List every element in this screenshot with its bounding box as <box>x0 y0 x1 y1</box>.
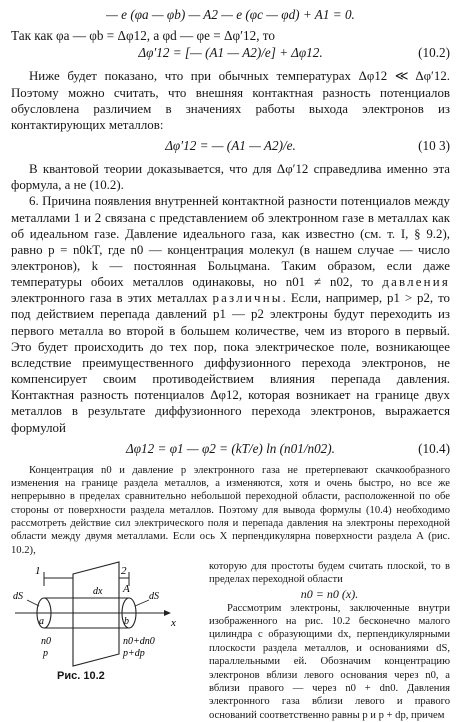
equation-top: — e (φa — φb) — A2 — e (φc — φd) + A1 = 0. <box>106 7 355 22</box>
label-a: a <box>39 616 44 628</box>
equation-number: (10.2) <box>418 45 450 61</box>
equation-10-4: Δφ12 = φ1 — φ2 = (kT/e) ln (n01/n02). (10.4) <box>126 440 450 456</box>
label-x: x <box>171 617 176 630</box>
paragraph-quantum: В квантовой теории доказывается, что для Δφ′12 справедлива именно эта формула, а не (10.2). <box>11 162 450 193</box>
cylinder-diagram <box>11 560 179 686</box>
label-dS-left: dS <box>13 591 23 603</box>
equation-number: (10.4) <box>418 440 450 456</box>
right-paragraph-2: Рассмотрим электроны, заключенные внутри изображенного на рис. 10.2 бесконечно малого цилиндра с образующими dx, перпендикулярными плоскости раздела металлов, и основаниями dS, параллельными ей. Обозначим концентрацию электронов вблизи левого основания через n0, а вблизи правого — через n0 + dn0. Давления электронного газа вблизи левого и правого оснований соответственно равны p и p + dp, причем <box>209 602 450 721</box>
label-A: A <box>123 583 130 596</box>
figure-caption: Рис. 10.2 <box>57 670 105 683</box>
paragraph-shown: Ниже будет показано, что при обычных температурах Δφ12 ≪ Δφ′12. Поэтому можно считать, что внешняя контактная разность потенциалов обусловлена различием в значениях работы выхода электронов из контактирующих металлов: <box>11 69 450 132</box>
label-2: 2 <box>121 565 127 578</box>
right-column <box>209 560 450 722</box>
label-dS-right: dS <box>149 591 159 603</box>
since-line: Так как φa — φb = Δφ12, а φd — φe = Δφ′12, то <box>11 28 275 43</box>
label-b: b <box>124 616 129 628</box>
equation-n0-x: n0 = n0 (x). <box>300 586 359 601</box>
equation-number: (10 3) <box>418 138 450 154</box>
label-p-dp: p+dp <box>123 648 145 660</box>
equation-10-2: Δφ′12 = [— (A1 — A2)/e] + Δφ12. (10.2) <box>138 45 450 61</box>
label-p: p <box>43 648 48 660</box>
small-print-paragraph: Концентрация n0 и давление p электронного газа не претерпевают скачкообразного изменения на границе раздела металлов, а изменяются, хотя и очень быстро, но все же непрерывно в пределах сравнительно небольшой переходной области, расположенной по обе стороны от поверхности раздела металлов. Поэтому для вывода формулы (10.4) необходимо рассмотреть действие сил электрического поля и перепада давления на электроны переходной области между двумя металлами. Если ось X перпендикулярна поверхности раздела A (рис. 10.2), <box>11 464 450 556</box>
label-1: 1 <box>35 565 41 578</box>
label-n0: n0 <box>41 636 51 648</box>
right-paragraph-1: которую для простоты будем считать плоской, то в пределах переходной области <box>209 561 450 586</box>
figure-10-2 <box>11 560 179 686</box>
bottom-section <box>11 560 450 721</box>
label-n0-dn0: n0+dn0 <box>123 636 155 648</box>
paragraph-6: 6. Причина появления внутренней контактной разности потенциалов между металлами 1 и 2 связана с представлением об электронном газе в металлах как об идеальном газе. Давление идеального газа, как известно (см. т. I, § 9.2), равно p = n0kT, где n0 — концентрация молекул (в нашем случае — число электронов), k — постоянная Больцмана. Таким образом, если даже температуры обоих металлов одинаковы, но n01 ≠ n02, то давления электронного газа в этих металлах различны. Если, например, p1 > p2, то под действием перепада давлений p1 — p2 электроны будут переходить из первого металла во второй в большем количестве, чем из второго в первый. Это будет происходить до тех пор, пока электрическое поле, возникающее вследствие преимущественного диффузионного перехода электронов, не компенсирует своим противодействием влияния перепада давления. Контактная разность потенциалов Δφ12, которая возникает на границе двух металлов в результате диффузионного перехода электронов, выражается формулой <box>11 194 450 435</box>
equation-10-3: Δφ′12 = — (A1 — A2)/e. (10 3) <box>165 138 450 154</box>
label-dx: dx <box>93 586 103 598</box>
